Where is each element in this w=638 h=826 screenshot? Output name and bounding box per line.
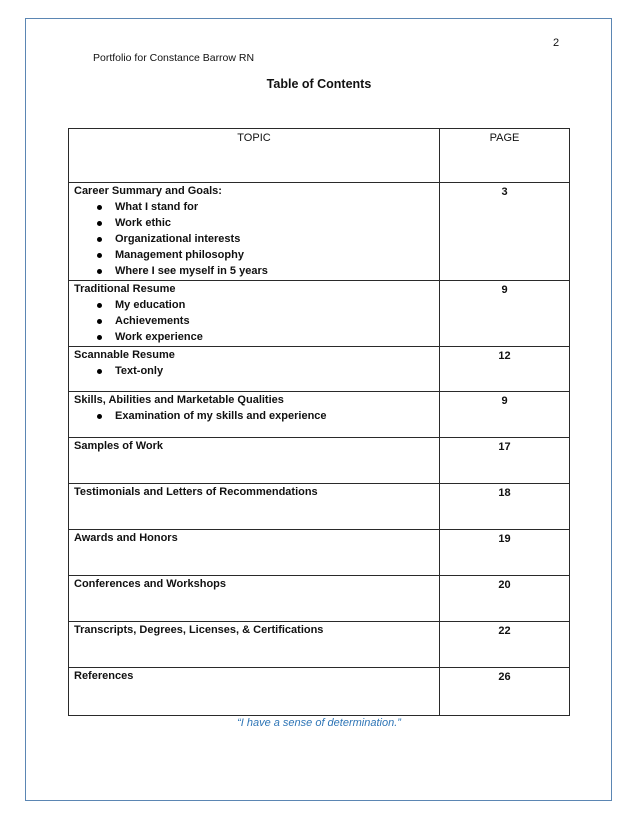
topic-title: Samples of Work (74, 440, 164, 452)
topic-cell (69, 576, 440, 622)
page-cell: 12 (440, 347, 570, 392)
page-cell: 17 (440, 438, 570, 484)
table-row (69, 281, 570, 347)
subtopic-list (74, 199, 434, 279)
table-row (69, 576, 570, 622)
list-item: Work experience (97, 329, 434, 345)
subtopic-list (74, 297, 434, 345)
table-row (69, 392, 570, 438)
page-cell: 26 (440, 668, 570, 716)
table-row (69, 668, 570, 716)
toc-table (68, 128, 570, 716)
topic-title: Skills, Abilities and Marketable Qualities (74, 394, 284, 406)
topic-title: Traditional Resume (74, 283, 176, 295)
page-cell: 18 (440, 484, 570, 530)
page-cell: 20 (440, 576, 570, 622)
subtopic-list (74, 408, 434, 424)
topic-title: Conferences and Workshops (74, 578, 226, 590)
topic-title: Scannable Resume (74, 349, 175, 361)
table-row (69, 438, 570, 484)
topic-cell (69, 622, 440, 668)
topic-column-header: TOPIC (69, 129, 440, 183)
list-item: Examination of my skills and experience (97, 408, 434, 424)
topic-cell (69, 347, 440, 392)
list-item: What I stand for (97, 199, 434, 215)
topic-cell (69, 183, 440, 281)
table-row (69, 622, 570, 668)
list-item: My education (97, 297, 434, 313)
quote-text: “I have a sense of determination.” (237, 717, 401, 729)
list-item: Work ethic (97, 215, 434, 231)
topic-cell (69, 281, 440, 347)
page-cell: 22 (440, 622, 570, 668)
subtopic-list (74, 363, 434, 379)
page-number: 2 (553, 37, 560, 49)
topic-cell (69, 438, 440, 484)
list-item: Organizational interests (97, 231, 434, 247)
topic-title: Testimonials and Letters of Recommendations (74, 486, 318, 498)
topic-cell (69, 530, 440, 576)
page-cell: 9 (440, 281, 570, 347)
topic-title: Career Summary and Goals: (74, 185, 222, 197)
table-row (69, 484, 570, 530)
page-column-header: PAGE (440, 129, 570, 183)
page-cell: 19 (440, 530, 570, 576)
list-item: Where I see myself in 5 years (97, 263, 434, 279)
list-item: Text-only (97, 363, 434, 379)
topic-cell (69, 668, 440, 716)
table-row (69, 530, 570, 576)
list-item: Management philosophy (97, 247, 434, 263)
table-row (69, 183, 570, 281)
header-text: Portfolio for Constance Barrow RN (93, 52, 255, 64)
topic-cell (69, 484, 440, 530)
topic-cell (69, 392, 440, 438)
topic-title: Awards and Honors (74, 532, 178, 544)
page-cell: 9 (440, 392, 570, 438)
table-row (69, 347, 570, 392)
topic-title: References (74, 670, 134, 682)
page-title: Table of Contents (266, 77, 372, 91)
list-item: Achievements (97, 313, 434, 329)
topic-title: Transcripts, Degrees, Licenses, & Certifications (74, 624, 324, 636)
toc-header-row (69, 129, 570, 183)
page-cell: 3 (440, 183, 570, 281)
